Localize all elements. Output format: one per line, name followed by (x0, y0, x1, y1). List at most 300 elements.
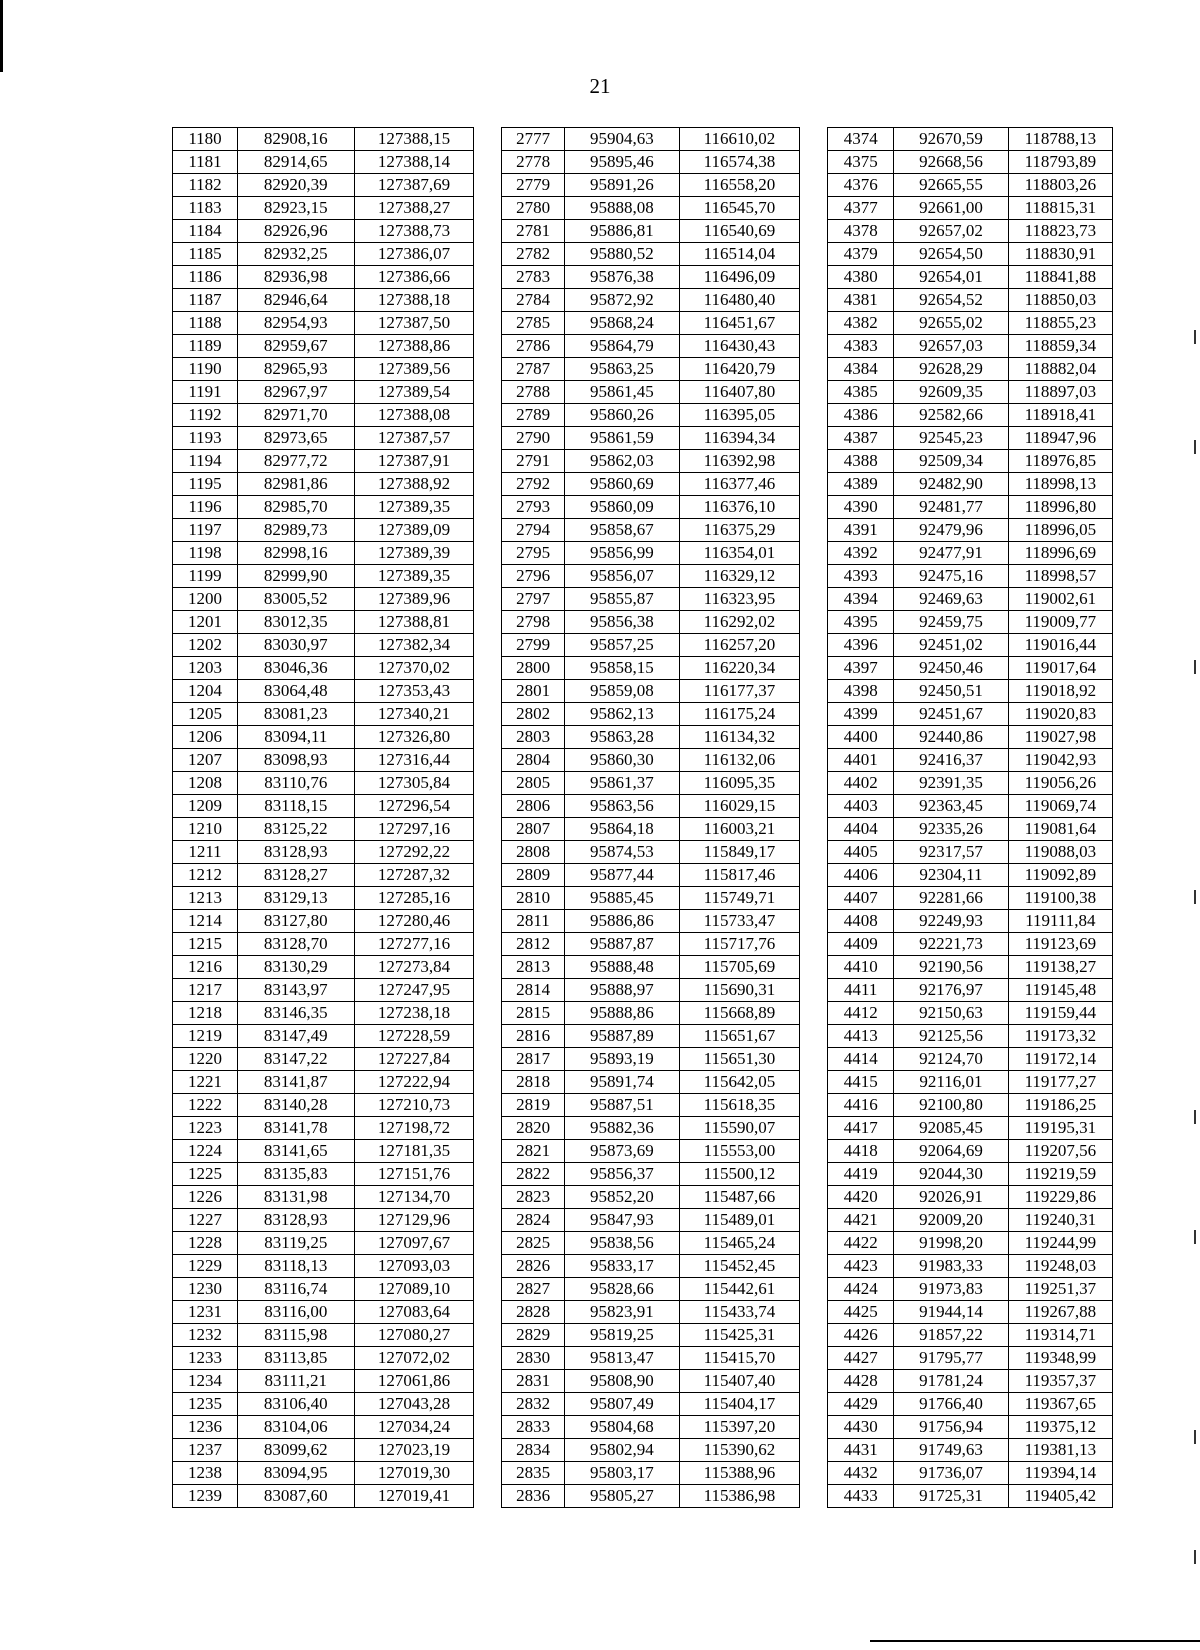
y-coord-cell: 115487,66 (679, 1186, 800, 1209)
x-coord-cell: 92085,45 (894, 1117, 1009, 1140)
x-coord-cell: 91795,77 (894, 1347, 1009, 1370)
point-number-cell: 2796 (502, 565, 565, 588)
x-coord-cell: 92176,97 (894, 979, 1009, 1002)
coordinates-table-body (173, 128, 1113, 1508)
point-number-cell: 4420 (828, 1186, 894, 1209)
y-coord-cell: 127280,46 (354, 910, 474, 933)
point-number-cell: 2803 (502, 726, 565, 749)
y-coord-cell: 119314,71 (1008, 1324, 1112, 1347)
column-gap (474, 220, 502, 243)
y-coord-cell: 115642,05 (679, 1071, 800, 1094)
point-number-cell: 4421 (828, 1209, 894, 1232)
y-coord-cell: 116177,37 (679, 680, 800, 703)
column-gap (474, 611, 502, 634)
point-number-cell: 4423 (828, 1255, 894, 1278)
x-coord-cell: 95804,68 (565, 1416, 680, 1439)
table-row (173, 588, 1113, 611)
x-coord-cell: 83128,93 (238, 1209, 355, 1232)
point-number-cell: 1219 (173, 1025, 238, 1048)
y-coord-cell: 115733,47 (679, 910, 800, 933)
x-coord-cell: 83141,87 (238, 1071, 355, 1094)
point-number-cell: 1231 (173, 1301, 238, 1324)
point-number-cell: 2828 (502, 1301, 565, 1324)
point-number-cell: 1238 (173, 1462, 238, 1485)
column-gap (474, 1485, 502, 1508)
point-number-cell: 4395 (828, 611, 894, 634)
x-coord-cell: 95860,30 (565, 749, 680, 772)
point-number-cell: 2780 (502, 197, 565, 220)
y-coord-cell: 116395,05 (679, 404, 800, 427)
point-number-cell: 2800 (502, 657, 565, 680)
x-coord-cell: 91944,14 (894, 1301, 1009, 1324)
column-gap (800, 266, 828, 289)
point-number-cell: 4408 (828, 910, 894, 933)
x-coord-cell: 83131,98 (238, 1186, 355, 1209)
point-number-cell: 4392 (828, 542, 894, 565)
column-gap (474, 1439, 502, 1462)
x-coord-cell: 92100,80 (894, 1094, 1009, 1117)
point-number-cell: 2785 (502, 312, 565, 335)
point-number-cell: 1197 (173, 519, 238, 542)
y-coord-cell: 127129,96 (354, 1209, 474, 1232)
x-coord-cell: 82998,16 (238, 542, 355, 565)
x-coord-cell: 92481,77 (894, 496, 1009, 519)
column-gap (474, 473, 502, 496)
y-coord-cell: 127316,44 (354, 749, 474, 772)
point-number-cell: 1207 (173, 749, 238, 772)
y-coord-cell: 127198,72 (354, 1117, 474, 1140)
point-number-cell: 2794 (502, 519, 565, 542)
y-coord-cell: 119267,88 (1008, 1301, 1112, 1324)
y-coord-cell: 127387,50 (354, 312, 474, 335)
point-number-cell: 4397 (828, 657, 894, 680)
table-row (173, 1278, 1113, 1301)
column-gap (800, 933, 828, 956)
column-gap (800, 818, 828, 841)
table-row (173, 1117, 1113, 1140)
point-number-cell: 2829 (502, 1324, 565, 1347)
column-gap (800, 1163, 828, 1186)
y-coord-cell: 127019,30 (354, 1462, 474, 1485)
y-coord-cell: 127389,56 (354, 358, 474, 381)
x-coord-cell: 95856,99 (565, 542, 680, 565)
y-coord-cell: 118998,57 (1008, 565, 1112, 588)
point-number-cell: 2808 (502, 841, 565, 864)
x-coord-cell: 95873,69 (565, 1140, 680, 1163)
point-number-cell: 2802 (502, 703, 565, 726)
table-row (173, 772, 1113, 795)
column-gap (800, 1439, 828, 1462)
x-coord-cell: 82981,86 (238, 473, 355, 496)
column-gap (800, 1462, 828, 1485)
table-row (173, 427, 1113, 450)
point-number-cell: 2798 (502, 611, 565, 634)
point-number-cell: 4433 (828, 1485, 894, 1508)
x-coord-cell: 83098,93 (238, 749, 355, 772)
column-gap (474, 1071, 502, 1094)
x-coord-cell: 82999,90 (238, 565, 355, 588)
point-number-cell: 4390 (828, 496, 894, 519)
x-coord-cell: 83005,52 (238, 588, 355, 611)
y-coord-cell: 127389,54 (354, 381, 474, 404)
point-number-cell: 2832 (502, 1393, 565, 1416)
column-gap (474, 496, 502, 519)
y-coord-cell: 127387,69 (354, 174, 474, 197)
point-number-cell: 4400 (828, 726, 894, 749)
x-coord-cell: 95904,63 (565, 128, 680, 151)
x-coord-cell: 92150,63 (894, 1002, 1009, 1025)
y-coord-cell: 118918,41 (1008, 404, 1112, 427)
y-coord-cell: 119348,99 (1008, 1347, 1112, 1370)
y-coord-cell: 116574,38 (679, 151, 800, 174)
column-gap (800, 956, 828, 979)
point-number-cell: 1185 (173, 243, 238, 266)
table-row (173, 795, 1113, 818)
column-gap (474, 1209, 502, 1232)
y-coord-cell: 118855,23 (1008, 312, 1112, 335)
x-coord-cell: 91857,22 (894, 1324, 1009, 1347)
point-number-cell: 4415 (828, 1071, 894, 1094)
point-number-cell: 2790 (502, 427, 565, 450)
point-number-cell: 1215 (173, 933, 238, 956)
table-row (173, 703, 1113, 726)
table-row (173, 1071, 1113, 1094)
column-gap (474, 519, 502, 542)
y-coord-cell: 119186,25 (1008, 1094, 1112, 1117)
y-coord-cell: 115849,17 (679, 841, 800, 864)
point-number-cell: 1223 (173, 1117, 238, 1140)
point-number-cell: 2781 (502, 220, 565, 243)
y-coord-cell: 127097,67 (354, 1232, 474, 1255)
table-row (173, 1186, 1113, 1209)
x-coord-cell: 92661,00 (894, 197, 1009, 220)
y-coord-cell: 119100,38 (1008, 887, 1112, 910)
column-gap (474, 933, 502, 956)
y-coord-cell: 116540,69 (679, 220, 800, 243)
y-coord-cell: 115465,24 (679, 1232, 800, 1255)
y-coord-cell: 119159,44 (1008, 1002, 1112, 1025)
table-row (173, 1094, 1113, 1117)
y-coord-cell: 127388,86 (354, 335, 474, 358)
column-gap (800, 1186, 828, 1209)
point-number-cell: 2797 (502, 588, 565, 611)
y-coord-cell: 119207,56 (1008, 1140, 1112, 1163)
x-coord-cell: 82985,70 (238, 496, 355, 519)
x-coord-cell: 91756,94 (894, 1416, 1009, 1439)
y-coord-cell: 119042,93 (1008, 749, 1112, 772)
y-coord-cell: 127019,41 (354, 1485, 474, 1508)
y-coord-cell: 127389,35 (354, 496, 474, 519)
x-coord-cell: 92668,56 (894, 151, 1009, 174)
x-coord-cell: 92249,93 (894, 910, 1009, 933)
point-number-cell: 1225 (173, 1163, 238, 1186)
y-coord-cell: 127093,03 (354, 1255, 474, 1278)
y-coord-cell: 127382,34 (354, 634, 474, 657)
column-gap (800, 450, 828, 473)
point-number-cell: 1206 (173, 726, 238, 749)
x-coord-cell: 92317,57 (894, 841, 1009, 864)
column-gap (474, 128, 502, 151)
table-row (173, 289, 1113, 312)
x-coord-cell: 92657,03 (894, 335, 1009, 358)
scan-edge-marks (1194, 330, 1196, 1580)
x-coord-cell: 95874,53 (565, 841, 680, 864)
y-coord-cell: 115690,31 (679, 979, 800, 1002)
x-coord-cell: 91725,31 (894, 1485, 1009, 1508)
table-row (173, 243, 1113, 266)
point-number-cell: 1216 (173, 956, 238, 979)
column-gap (474, 1324, 502, 1347)
y-coord-cell: 115705,69 (679, 956, 800, 979)
point-number-cell: 4402 (828, 772, 894, 795)
x-coord-cell: 83094,11 (238, 726, 355, 749)
point-number-cell: 1195 (173, 473, 238, 496)
point-number-cell: 1228 (173, 1232, 238, 1255)
table-row (173, 1324, 1113, 1347)
x-coord-cell: 95886,81 (565, 220, 680, 243)
y-coord-cell: 118947,96 (1008, 427, 1112, 450)
point-number-cell: 1239 (173, 1485, 238, 1508)
column-gap (474, 1140, 502, 1163)
point-number-cell: 1180 (173, 128, 238, 151)
x-coord-cell: 91973,83 (894, 1278, 1009, 1301)
y-coord-cell: 118850,03 (1008, 289, 1112, 312)
y-coord-cell: 116175,24 (679, 703, 800, 726)
point-number-cell: 1220 (173, 1048, 238, 1071)
column-gap (474, 818, 502, 841)
y-coord-cell: 119405,42 (1008, 1485, 1112, 1508)
point-number-cell: 2816 (502, 1025, 565, 1048)
x-coord-cell: 95861,59 (565, 427, 680, 450)
column-gap (474, 1301, 502, 1324)
column-gap (474, 1255, 502, 1278)
y-coord-cell: 127080,27 (354, 1324, 474, 1347)
x-coord-cell: 95888,86 (565, 1002, 680, 1025)
x-coord-cell: 95872,92 (565, 289, 680, 312)
point-number-cell: 2826 (502, 1255, 565, 1278)
x-coord-cell: 83099,62 (238, 1439, 355, 1462)
y-coord-cell: 127151,76 (354, 1163, 474, 1186)
column-gap (474, 703, 502, 726)
column-gap (474, 979, 502, 1002)
table-row (173, 1002, 1113, 1025)
column-gap (800, 1370, 828, 1393)
x-coord-cell: 83113,85 (238, 1347, 355, 1370)
point-number-cell: 4389 (828, 473, 894, 496)
point-number-cell: 1236 (173, 1416, 238, 1439)
column-gap (474, 174, 502, 197)
point-number-cell: 1221 (173, 1071, 238, 1094)
point-number-cell: 4418 (828, 1140, 894, 1163)
x-coord-cell: 95808,90 (565, 1370, 680, 1393)
x-coord-cell: 82971,70 (238, 404, 355, 427)
y-coord-cell: 115500,12 (679, 1163, 800, 1186)
x-coord-cell: 95880,52 (565, 243, 680, 266)
column-gap (474, 1186, 502, 1209)
x-coord-cell: 92657,02 (894, 220, 1009, 243)
column-gap (474, 726, 502, 749)
x-coord-cell: 83118,13 (238, 1255, 355, 1278)
x-coord-cell: 95868,24 (565, 312, 680, 335)
x-coord-cell: 92281,66 (894, 887, 1009, 910)
y-coord-cell: 118815,31 (1008, 197, 1112, 220)
point-number-cell: 2795 (502, 542, 565, 565)
x-coord-cell: 83129,13 (238, 887, 355, 910)
y-coord-cell: 127061,86 (354, 1370, 474, 1393)
column-gap (800, 772, 828, 795)
y-coord-cell: 127388,92 (354, 473, 474, 496)
table-row (173, 266, 1113, 289)
table-row (173, 128, 1113, 151)
x-coord-cell: 83081,23 (238, 703, 355, 726)
y-coord-cell: 116480,40 (679, 289, 800, 312)
x-coord-cell: 95852,20 (565, 1186, 680, 1209)
y-coord-cell: 127072,02 (354, 1347, 474, 1370)
y-coord-cell: 127388,08 (354, 404, 474, 427)
column-gap (474, 450, 502, 473)
x-coord-cell: 83116,00 (238, 1301, 355, 1324)
y-coord-cell: 115388,96 (679, 1462, 800, 1485)
column-gap (800, 680, 828, 703)
x-coord-cell: 82926,96 (238, 220, 355, 243)
column-gap (800, 611, 828, 634)
y-coord-cell: 119016,44 (1008, 634, 1112, 657)
point-number-cell: 2779 (502, 174, 565, 197)
column-gap (800, 542, 828, 565)
y-coord-cell: 115404,17 (679, 1393, 800, 1416)
x-coord-cell: 92655,02 (894, 312, 1009, 335)
table-row (173, 542, 1113, 565)
x-coord-cell: 92451,02 (894, 634, 1009, 657)
column-gap (800, 519, 828, 542)
page-number: 21 (589, 74, 611, 98)
y-coord-cell: 115425,31 (679, 1324, 800, 1347)
y-coord-cell: 119375,12 (1008, 1416, 1112, 1439)
column-gap (474, 864, 502, 887)
y-coord-cell: 119367,65 (1008, 1393, 1112, 1416)
x-coord-cell: 83140,28 (238, 1094, 355, 1117)
x-coord-cell: 83141,78 (238, 1117, 355, 1140)
column-gap (474, 427, 502, 450)
point-number-cell: 4430 (828, 1416, 894, 1439)
y-coord-cell: 116376,10 (679, 496, 800, 519)
y-coord-cell: 118788,13 (1008, 128, 1112, 151)
column-gap (474, 887, 502, 910)
column-gap (800, 220, 828, 243)
x-coord-cell: 95833,17 (565, 1255, 680, 1278)
point-number-cell: 4383 (828, 335, 894, 358)
x-coord-cell: 95813,47 (565, 1347, 680, 1370)
x-coord-cell: 95856,37 (565, 1163, 680, 1186)
column-gap (800, 289, 828, 312)
table-row (173, 519, 1113, 542)
x-coord-cell: 95895,46 (565, 151, 680, 174)
x-coord-cell: 83143,97 (238, 979, 355, 1002)
x-coord-cell: 92450,46 (894, 657, 1009, 680)
point-number-cell: 1218 (173, 1002, 238, 1025)
x-coord-cell: 82908,16 (238, 128, 355, 151)
y-coord-cell: 116430,43 (679, 335, 800, 358)
x-coord-cell: 82914,65 (238, 151, 355, 174)
y-coord-cell: 118996,69 (1008, 542, 1112, 565)
x-coord-cell: 83147,22 (238, 1048, 355, 1071)
y-coord-cell: 119092,89 (1008, 864, 1112, 887)
x-coord-cell: 95828,66 (565, 1278, 680, 1301)
point-number-cell: 1212 (173, 864, 238, 887)
y-coord-cell: 119244,99 (1008, 1232, 1112, 1255)
point-number-cell: 2783 (502, 266, 565, 289)
column-gap (800, 1025, 828, 1048)
column-gap (800, 1048, 828, 1071)
point-number-cell: 2807 (502, 818, 565, 841)
column-gap (474, 289, 502, 312)
x-coord-cell: 83104,06 (238, 1416, 355, 1439)
point-number-cell: 1210 (173, 818, 238, 841)
x-coord-cell: 92026,91 (894, 1186, 1009, 1209)
x-coord-cell: 95863,28 (565, 726, 680, 749)
table-row (173, 910, 1113, 933)
x-coord-cell: 95862,13 (565, 703, 680, 726)
x-coord-cell: 95864,79 (565, 335, 680, 358)
y-coord-cell: 119069,74 (1008, 795, 1112, 818)
x-coord-cell: 83115,98 (238, 1324, 355, 1347)
y-coord-cell: 118976,85 (1008, 450, 1112, 473)
y-coord-cell: 118793,89 (1008, 151, 1112, 174)
point-number-cell: 4426 (828, 1324, 894, 1347)
point-number-cell: 4407 (828, 887, 894, 910)
x-coord-cell: 95891,74 (565, 1071, 680, 1094)
point-number-cell: 2821 (502, 1140, 565, 1163)
x-coord-cell: 95861,45 (565, 381, 680, 404)
point-number-cell: 4422 (828, 1232, 894, 1255)
table-row (173, 1025, 1113, 1048)
x-coord-cell: 83118,15 (238, 795, 355, 818)
point-number-cell: 2830 (502, 1347, 565, 1370)
column-gap (474, 1025, 502, 1048)
point-number-cell: 1188 (173, 312, 238, 335)
column-gap (800, 565, 828, 588)
column-gap (474, 312, 502, 335)
x-coord-cell: 83116,74 (238, 1278, 355, 1301)
point-number-cell: 4427 (828, 1347, 894, 1370)
y-coord-cell: 127340,21 (354, 703, 474, 726)
point-number-cell: 4385 (828, 381, 894, 404)
x-coord-cell: 95887,89 (565, 1025, 680, 1048)
y-coord-cell: 118897,03 (1008, 381, 1112, 404)
column-gap (800, 427, 828, 450)
table-row (173, 473, 1113, 496)
column-gap (800, 404, 828, 427)
x-coord-cell: 92363,45 (894, 795, 1009, 818)
x-coord-cell: 95847,93 (565, 1209, 680, 1232)
x-coord-cell: 82920,39 (238, 174, 355, 197)
y-coord-cell: 116610,02 (679, 128, 800, 151)
point-number-cell: 4388 (828, 450, 894, 473)
y-coord-cell: 118830,91 (1008, 243, 1112, 266)
point-number-cell: 4428 (828, 1370, 894, 1393)
y-coord-cell: 118803,26 (1008, 174, 1112, 197)
point-number-cell: 1196 (173, 496, 238, 519)
x-coord-cell: 82932,25 (238, 243, 355, 266)
point-number-cell: 2788 (502, 381, 565, 404)
y-coord-cell: 127034,24 (354, 1416, 474, 1439)
point-number-cell: 1209 (173, 795, 238, 818)
x-coord-cell: 92116,01 (894, 1071, 1009, 1094)
x-coord-cell: 95862,03 (565, 450, 680, 473)
point-number-cell: 2799 (502, 634, 565, 657)
y-coord-cell: 116451,67 (679, 312, 800, 335)
x-coord-cell: 95888,48 (565, 956, 680, 979)
